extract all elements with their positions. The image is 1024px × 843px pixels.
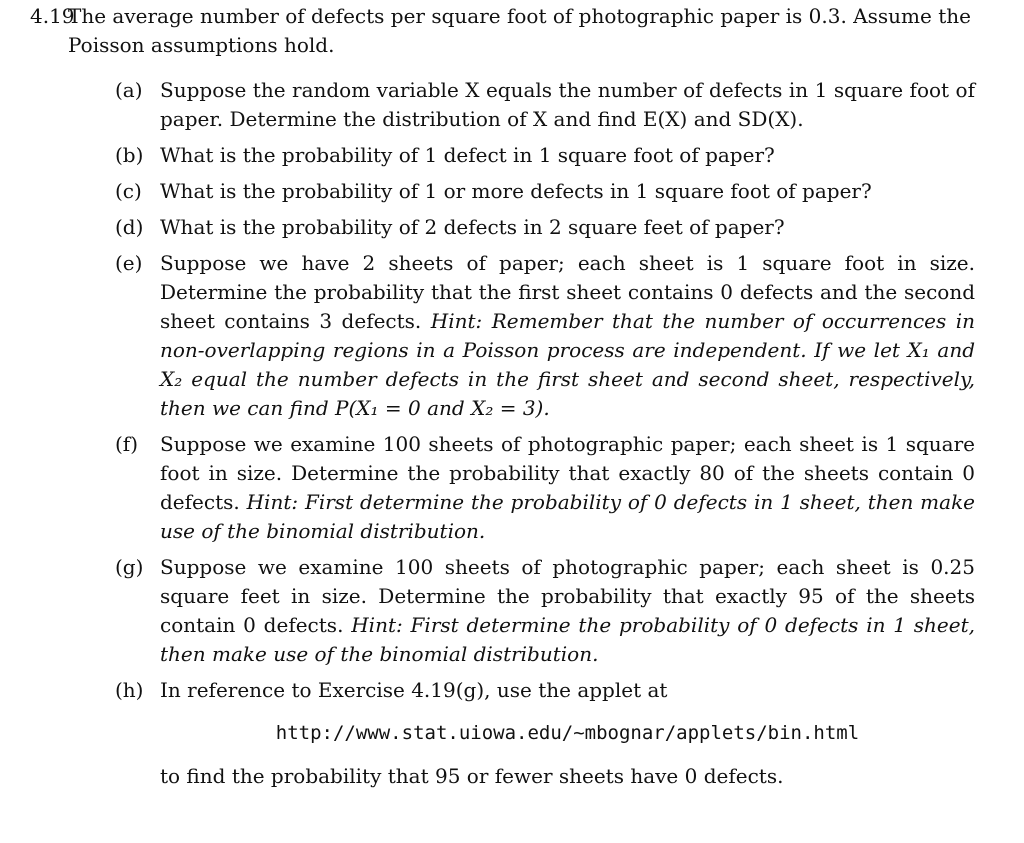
part-label: (c) — [115, 179, 142, 203]
part-label: (f) — [115, 432, 139, 456]
hint-text: Remember that the number of occurrences in non-overlapping regions in a Poisson process are independent. If we let X₁ and X₂ equal the number defects in the first sheet and second sheet, respectively, then we can find P(X₁ = 0 and X₂ = 3). — [160, 309, 976, 420]
part-text: In reference to Exercise 4.19(g), use the applet at — [160, 678, 668, 702]
part-a — [115, 76, 975, 134]
part-text: What is the probability of 2 defects in 2 square feet of paper? — [160, 215, 785, 239]
part-text: What is the probability of 1 defect in 1 square foot of paper? — [160, 143, 775, 167]
part-e — [115, 249, 975, 423]
part-f — [115, 430, 975, 546]
part-label: (b) — [115, 143, 144, 167]
problem-intro-line1: The average number of defects per square foot of photographic paper is 0.3. Assume the — [68, 4, 971, 28]
part-text: Suppose we examine 100 sheets of photographic paper; each sheet is 1 square foot in size. Determine the probability that exactly 80 of the sheets contain 0 defects. — [160, 432, 975, 514]
hint-label: Hint: — [246, 490, 299, 514]
part-text: Suppose the random variable X equals the number of defects in 1 square foot of paper. Determine the distribution of X and find E(X) and SD(X). — [160, 78, 975, 131]
hint-text: First determine the probability of 0 defects in 1 sheet, then make use of the binomial distribution. — [160, 613, 976, 666]
part-text: Suppose we have 2 sheets of paper; each sheet is 1 square foot in size. Determine the probability that the first sheet contains 0 defects and the second sheet contains 3 defects. — [160, 251, 975, 333]
part-label: (h) — [115, 678, 144, 702]
part-c — [115, 177, 975, 206]
parts-list — [115, 76, 975, 798]
hint-label: Hint: — [430, 309, 483, 333]
part-text: Suppose we examine 100 sheets of photographic paper; each sheet is 0.25 square feet in size. Determine the probability that exactly 95 of the sheets contain 0 defects. — [160, 555, 975, 637]
problem-intro-line2: Poisson assumptions hold. — [68, 33, 335, 57]
part-label: (d) — [115, 215, 144, 239]
part-text-after: to find the probability that 95 or fewer sheets have 0 defects. — [160, 764, 784, 788]
problem-number: 4.19 — [30, 4, 75, 28]
part-h — [115, 676, 975, 791]
problem-header — [30, 2, 980, 60]
part-text: What is the probability of 1 or more defects in 1 square foot of paper? — [160, 179, 872, 203]
part-b — [115, 141, 975, 170]
part-label: (g) — [115, 555, 144, 579]
part-label: (e) — [115, 251, 143, 275]
hint-label: Hint: — [351, 613, 403, 637]
part-d — [115, 213, 975, 242]
part-g — [115, 553, 975, 669]
hint-text: First determine the probability of 0 defects in 1 sheet, then make use of the binomial distribution. — [160, 490, 976, 543]
applet-url: http://www.stat.uiowa.edu/~mbognar/applets/bin.html — [275, 722, 860, 744]
part-label: (a) — [115, 78, 143, 102]
